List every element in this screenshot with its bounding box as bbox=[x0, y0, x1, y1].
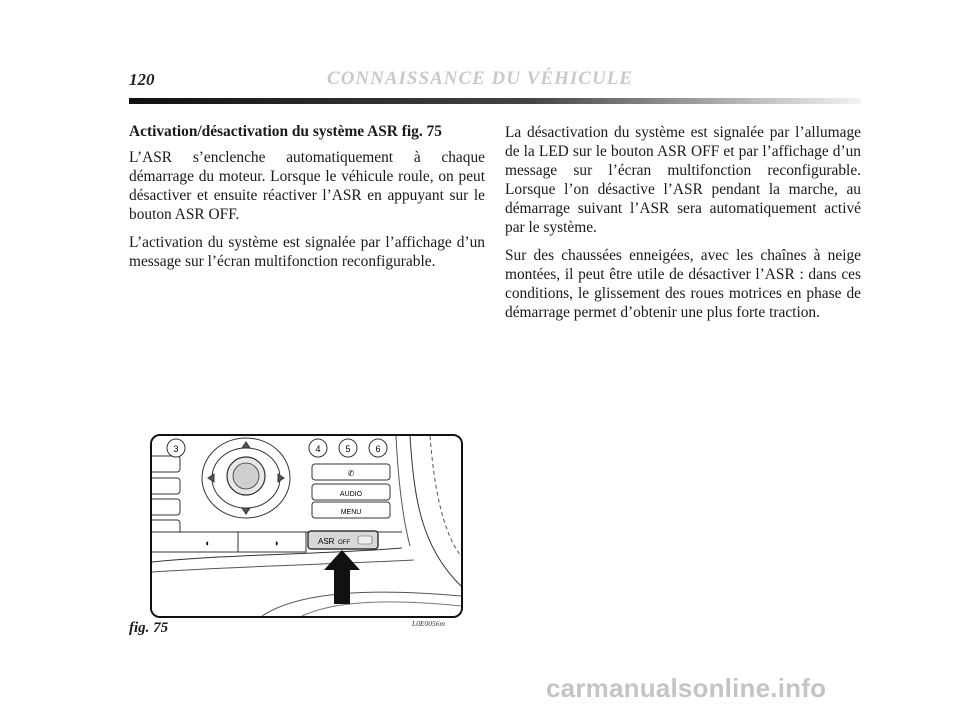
watermark: carmanualsonline.info bbox=[546, 673, 827, 703]
figure-75 bbox=[150, 434, 463, 618]
asr-label: ASR bbox=[318, 537, 335, 546]
page-header-title: CONNAISSANCE DU VÉHICULE bbox=[327, 68, 633, 89]
paragraph: La désactivation du système est signalée par l’allumage de la LED sur le bouton ASR OFF et par l’affichage d’un message sur l’écran multifonction reconfigurable. Lorsque l’on désactive l’ASR pendant la marche, au démarrage suivant l’ASR sera automatiquement activé par le système. bbox=[505, 124, 861, 236]
audio-label: AUDIO bbox=[339, 491, 363, 498]
phone-icon: ✆ bbox=[347, 469, 355, 478]
menu-label: MENU bbox=[340, 509, 362, 516]
page-number: 120 bbox=[129, 70, 155, 89]
header-rule bbox=[129, 98, 861, 104]
paragraph: L’ASR s’enclenche automatiquement à chaque démarrage du moteur. Lorsque le véhicule roule, on peut désactiver et ensuite réactiver l’ASR en appuyant sur le bouton ASR OFF. bbox=[129, 149, 485, 223]
right-column bbox=[505, 123, 861, 331]
section-title: Activation/désactivation du système ASR fig. 75 bbox=[129, 123, 442, 140]
dashboard-illustration bbox=[152, 436, 461, 616]
preset-4-label: 4 bbox=[315, 444, 321, 454]
rear-fog-icon: ◑ bbox=[273, 538, 279, 548]
figure-caption: fig. 75 bbox=[129, 620, 169, 636]
asr-off-button bbox=[308, 531, 378, 549]
preset-5-label: 5 bbox=[345, 444, 351, 454]
off-label: OFF bbox=[338, 540, 350, 546]
fog-light-icon: ◐ bbox=[205, 538, 211, 548]
preset-6-label: 6 bbox=[375, 444, 381, 454]
paragraph: L’activation du système est signalée par l’affichage d’un message sur l’écran multifonction reconfigurable. bbox=[129, 234, 485, 270]
figure-code: L0E0056m bbox=[412, 619, 445, 628]
preset-3-label: 3 bbox=[173, 444, 179, 454]
left-column bbox=[129, 122, 485, 280]
paragraph: Sur des chaussées enneigées, avec les chaînes à neige montées, il peut être utile de désactiver l’ASR : dans ces conditions, le glissement des roues motrices en phase de démarrage permet d’obtenir une plus forte traction. bbox=[505, 247, 861, 321]
